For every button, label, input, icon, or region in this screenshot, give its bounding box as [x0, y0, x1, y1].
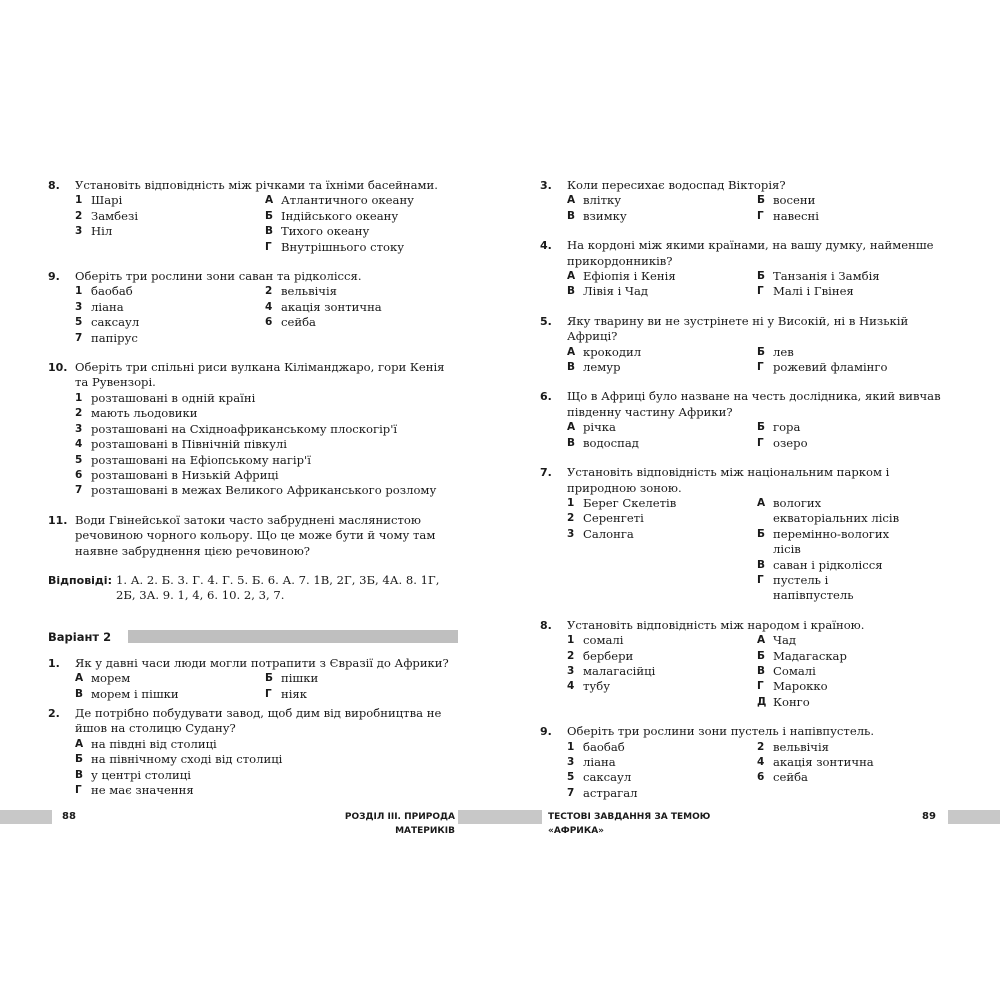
option-key: 6 [757, 771, 765, 784]
option-key: 4 [757, 756, 765, 768]
option-key: 2 [567, 649, 575, 662]
option-key: Б [757, 649, 766, 662]
option-text: Внутрішнього стоку [281, 239, 405, 254]
option-key: Б [265, 209, 274, 222]
option-key: Г [757, 680, 764, 693]
question-number: 7. [540, 466, 552, 480]
option-text: баобаб [583, 739, 625, 754]
option-text: вельвічія [281, 284, 337, 299]
option-text: морем і пішки [91, 686, 179, 701]
answers-label: Відповіді: [48, 573, 112, 587]
option-text: водоспад [583, 435, 639, 450]
option-key: 1 [75, 285, 83, 298]
option-text: Лівія і Чад [583, 284, 649, 299]
variant-bar [128, 630, 458, 643]
question-10 [48, 360, 458, 499]
question-text: Коли пересихає водоспад Вікторія? [567, 178, 786, 192]
option-key: Г [757, 436, 764, 449]
option-key: Г [75, 784, 82, 796]
option-text: розташовані в межах Великого Африканського розлому [91, 483, 437, 498]
question-number: 9. [48, 270, 60, 284]
option-key: В [757, 558, 766, 571]
question-9 [48, 269, 458, 346]
question-text: Оберіть три рослини зони пустель і напівпустель. [567, 724, 875, 739]
question-number: 11. [48, 513, 68, 527]
option-key: 6 [75, 468, 83, 481]
option-key: 2 [75, 209, 83, 222]
question-text: Оберіть три спільні риси вулкана Кіліманджаро, гори Кенія та Рувензорі. [75, 360, 445, 390]
option-text: сейба [281, 315, 316, 330]
option-text: Малі і Гвінея [773, 284, 854, 299]
option-text: навесні [773, 208, 819, 223]
option-text: річка [583, 420, 616, 435]
question-text: Води Гвінейської затоки часто забруднені маслянистою речовиною чорного кольору. Що це може бути й чому там наявне забруднення цією речовиною? [75, 512, 436, 558]
footer-bar-right [948, 810, 1000, 824]
option-text: пішки [281, 671, 319, 686]
option-text: тубу [583, 679, 611, 694]
question-number: 1. [48, 656, 60, 670]
question-number: 9. [540, 725, 552, 739]
option-text: Шарі [91, 193, 123, 208]
option-key: Г [265, 687, 272, 700]
option-text: ліана [583, 755, 616, 769]
option-text: у центрі столиці [91, 767, 191, 782]
option-key: 2 [757, 740, 765, 753]
option-text: Марокко [773, 679, 828, 694]
option-text: сомалі [583, 633, 624, 648]
question-4 [540, 238, 952, 300]
option-key: 2 [75, 407, 83, 420]
option-key: 1 [75, 194, 83, 207]
option-text: мають льодовики [91, 406, 198, 421]
option-key: Д [757, 695, 767, 708]
option-text: пустель і напівпустель [773, 572, 854, 603]
option-key: 5 [567, 771, 575, 784]
question-text: Яку тварину ви не зустрінете ні у Високій, ні в Низькій Африці? [567, 313, 909, 344]
question-text: Установіть відповідність між національним парком і природною зоною. [567, 465, 890, 495]
option-key: А [75, 737, 84, 750]
answers-text: 1. А. 2. Б. 3. Г. 4. Г. 5. Б. 6. А. 7. 1В, 2Г, 3Б, 4А. 8. 1Г, 2Б, 3А. 9. 1, 4, 6. 10. 2, 3, 7. [116, 572, 440, 603]
option-text: малагасійці [583, 663, 656, 678]
question-5 [540, 314, 952, 376]
option-text: баобаб [91, 284, 133, 299]
option-text: Серенгеті [583, 511, 644, 526]
option-text: Тихого океану [281, 224, 370, 239]
option-text: розташовані в одній країні [91, 390, 256, 405]
option-text: папірус [91, 330, 138, 345]
option-key: 5 [75, 453, 83, 466]
question-text: Що в Африці було назване на честь дослідника, який вивчав південну частину Африки? [567, 389, 941, 419]
option-key: В [567, 285, 576, 298]
page-number-right: 89 [922, 811, 936, 822]
option-text: восени [773, 193, 816, 208]
question-number: 5. [540, 314, 552, 328]
option-key: А [567, 345, 576, 358]
option-text: акація зонтична [281, 299, 382, 314]
option-key: А [265, 194, 274, 207]
option-key: 3 [567, 664, 575, 677]
option-text: Атлантичного океану [281, 193, 414, 208]
option-key: 2 [265, 285, 273, 298]
option-key: А [757, 634, 766, 647]
option-text: Ніл [91, 224, 113, 239]
option-text: астрагал [583, 785, 638, 800]
question-text: Установіть відповідність між народом і країною. [567, 617, 865, 632]
question-number: 2. [48, 706, 60, 720]
answers-block [48, 573, 458, 604]
footer-bar-center [458, 810, 542, 824]
option-text: сейба [773, 770, 808, 785]
option-key: В [75, 687, 84, 700]
option-key: 3 [75, 300, 83, 313]
question-number: 3. [540, 179, 552, 192]
option-key: Б [757, 345, 766, 358]
question-11 [48, 513, 458, 559]
option-text: саксаул [583, 770, 632, 785]
option-key: Б [757, 270, 766, 283]
question-number: 4. [540, 239, 552, 253]
option-key: В [567, 436, 576, 449]
question-7 [540, 465, 952, 604]
option-text: перемінно-вологих лісів [773, 526, 890, 557]
option-text: Індійського океану [281, 208, 399, 223]
question-text: Оберіть три рослини зони саван та рідколісся. [75, 269, 362, 284]
option-key: 3 [75, 422, 83, 435]
question-9-right [540, 724, 952, 801]
option-text: озеро [773, 435, 808, 450]
option-text: вологих екваторіальних лісів [773, 495, 900, 526]
option-text: морем [91, 671, 131, 686]
question-text: Де потрібно побудувати завод, щоб дим від виробництва не йшов на столицю Судану? [75, 705, 442, 736]
option-key: 4 [567, 680, 575, 693]
option-key: Б [757, 194, 766, 207]
option-text: на півдні від столиці [91, 736, 217, 751]
question-number: 10. [48, 361, 68, 375]
right-page [540, 178, 952, 801]
question-number: 8. [540, 618, 552, 632]
option-key: 1 [567, 740, 575, 753]
option-key: 5 [75, 316, 83, 329]
variant-heading [48, 630, 458, 644]
question-number: 6. [540, 390, 552, 404]
option-key: 1 [567, 496, 575, 509]
question-8 [48, 178, 458, 255]
option-text: Мадагаскар [773, 648, 847, 663]
option-key: А [567, 270, 576, 283]
option-key: 3 [567, 527, 575, 540]
question-text: На кордоні між якими країнами, на вашу думку, найменше прикордонників? [567, 238, 934, 268]
question-text: Установіть відповідність між річками та їхніми басейнами. [75, 178, 438, 192]
option-key: Г [265, 240, 272, 253]
option-text: Чад [773, 633, 797, 648]
option-text: бербери [583, 648, 634, 663]
option-text: рожевий фламінго [773, 360, 888, 375]
option-key: 7 [75, 331, 83, 344]
option-key: А [757, 496, 766, 509]
question-3 [540, 178, 952, 224]
option-text: гора [773, 420, 801, 435]
option-text: Ефіопія і Кенія [583, 269, 676, 284]
option-key: 4 [75, 438, 83, 451]
option-text: Сомалі [773, 663, 816, 678]
option-key: 6 [265, 316, 273, 329]
option-key: В [567, 209, 576, 222]
option-key: В [265, 225, 274, 238]
option-text: Танзанія і Замбія [773, 269, 880, 284]
option-key: 2 [567, 512, 575, 525]
option-key: А [75, 672, 84, 685]
option-key: В [757, 664, 766, 677]
option-key: 7 [75, 484, 83, 497]
option-text: Замбезі [91, 208, 139, 223]
option-key: В [75, 768, 84, 781]
option-key: Б [757, 527, 766, 540]
option-text: взимку [583, 208, 627, 223]
option-text: Конго [773, 694, 810, 709]
option-key: В [567, 361, 576, 374]
option-text: Берег Скелетів [583, 495, 677, 510]
option-text: не має значення [91, 783, 194, 797]
question-6 [540, 389, 952, 451]
option-text: ніяк [281, 686, 307, 701]
option-key: Б [75, 753, 84, 766]
option-text: крокодил [583, 344, 642, 359]
option-key: Г [757, 285, 764, 298]
option-key: Б [757, 421, 766, 434]
option-text: саксаул [91, 315, 140, 330]
option-text: розташовані на Ефіопському нагір'ї [91, 452, 311, 467]
variant-question-1 [48, 656, 458, 702]
option-text: на північному сході від столиці [91, 752, 283, 767]
option-key: Б [265, 672, 274, 685]
option-key: 1 [567, 634, 575, 647]
option-key: 1 [75, 391, 83, 404]
option-key: А [567, 194, 576, 207]
footer-bar-left [0, 810, 52, 824]
option-key: Г [757, 573, 764, 586]
option-key: 3 [75, 225, 83, 238]
option-text: розташовані в Низькій Африці [91, 467, 279, 482]
option-text: лемур [583, 360, 621, 375]
question-number: 8. [48, 179, 60, 192]
option-text: розташовані на Східноафриканському плоскогір'ї [91, 421, 398, 436]
option-text: Салонга [583, 526, 634, 541]
option-text: розташовані в Північній півкулі [91, 437, 287, 452]
question-8-right [540, 618, 952, 710]
option-text: влітку [583, 193, 622, 208]
option-text: лев [773, 344, 794, 359]
question-text: Як у давні часи люди могли потрапити з Євразії до Африки? [75, 655, 449, 670]
option-key: А [567, 421, 576, 434]
option-key: Г [757, 361, 764, 374]
option-key: Г [757, 209, 764, 222]
section-title-left: РОЗДІЛ III. ПРИРОДА МАТЕРИКІВ [344, 812, 455, 836]
section-title-right: ТЕСТОВІ ЗАВДАННЯ ЗА ТЕМОЮ «АФРИКА» [548, 812, 711, 836]
option-key: 3 [567, 756, 575, 768]
option-key: 4 [265, 300, 273, 313]
option-text: акація зонтична [773, 755, 874, 769]
left-page [48, 178, 458, 798]
option-text: вельвічія [773, 739, 829, 754]
variant-question-2 [48, 706, 458, 798]
option-key: 7 [567, 786, 575, 799]
page-number-left: 88 [62, 811, 76, 822]
option-text: ліана [91, 299, 124, 314]
variant-label: Варіант 2 [48, 629, 112, 644]
option-text: саван і рідколісся [773, 557, 883, 572]
